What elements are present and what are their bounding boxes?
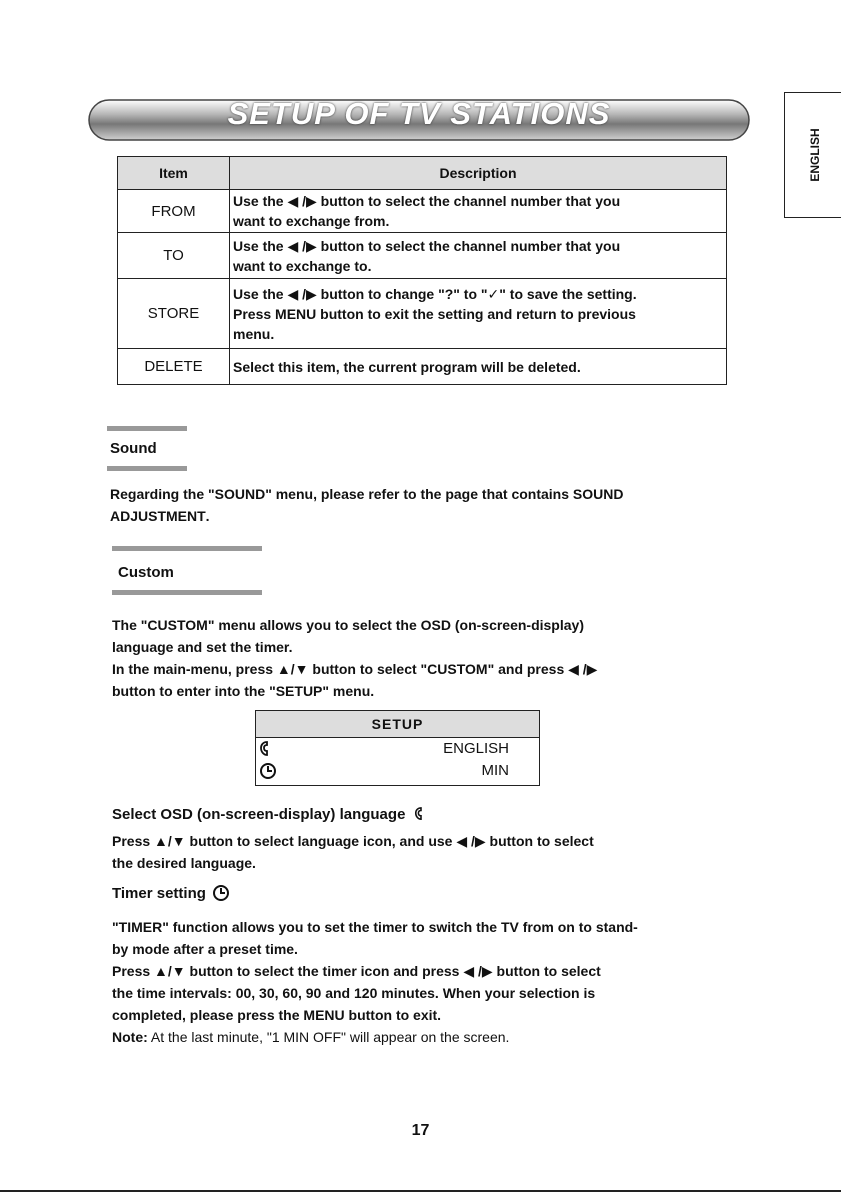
setup-row-language xyxy=(256,738,539,760)
timer-line: completed, please press the MENU button to exit. xyxy=(112,1007,442,1023)
desc-line: Use the ◀ /▶ button to select the channel number that you xyxy=(233,237,621,254)
timer-line: "TIMER" function allows you to set the timer to switch the TV from on to stand- xyxy=(112,919,638,935)
section-divider xyxy=(112,546,262,551)
setup-menu xyxy=(255,710,540,786)
table-cell-desc xyxy=(230,279,727,349)
clock-icon xyxy=(212,884,230,902)
setup-language-value: ENGLISH xyxy=(443,740,509,757)
custom-line: button to enter into the "SETUP" menu. xyxy=(112,683,375,699)
timer-paragraph xyxy=(112,916,752,1048)
page-number: 17 xyxy=(411,1122,430,1139)
timer-line: the time intervals: 00, 30, 60, 90 and 120 minutes. When your selection is xyxy=(112,985,596,1001)
note-label: Note: xyxy=(112,1029,148,1045)
timer-line: Press ▲/▼ button to select the timer icon and press ◀ /▶ button to select xyxy=(112,963,601,979)
setup-timer-value: MIN xyxy=(481,762,509,779)
settings-table xyxy=(117,156,727,385)
table-cell-desc xyxy=(230,233,727,279)
desc-line: want to exchange from. xyxy=(233,213,390,229)
table-cell-desc xyxy=(230,349,727,385)
sound-paragraph xyxy=(110,483,750,527)
timer-note xyxy=(112,1026,752,1048)
side-tab-label: ENGLISH xyxy=(808,128,822,182)
setup-menu-title: SETUP xyxy=(256,711,539,738)
timer-heading xyxy=(112,884,230,902)
osd-paragraph xyxy=(112,830,752,874)
osd-heading xyxy=(112,806,428,823)
table-cell-item: STORE xyxy=(118,279,230,349)
osd-line: Press ▲/▼ button to select language icon, and use ◀ /▶ button to select xyxy=(112,833,594,849)
timer-heading-text: Timer setting xyxy=(112,885,206,902)
custom-heading: Custom xyxy=(118,564,174,581)
table-row xyxy=(118,349,727,385)
setup-row-timer xyxy=(256,760,539,782)
sound-heading: Sound xyxy=(110,440,157,457)
custom-line: language and set the timer. xyxy=(112,639,293,655)
table-header-item: Item xyxy=(118,157,230,190)
sound-ref-bold: ADJUSTMENT xyxy=(110,508,206,524)
osd-line: the desired language. xyxy=(112,855,256,871)
table-row xyxy=(118,279,727,349)
custom-paragraph xyxy=(112,614,752,702)
custom-line: The "CUSTOM" menu allows you to select the OSD (on-screen-display) xyxy=(112,617,584,633)
osd-heading-text: Select OSD (on-screen-display) language xyxy=(112,806,406,823)
desc-line: Use the ◀ /▶ button to change "?" to "✓" to save the setting. xyxy=(233,285,637,302)
desc-line: Select this item, the current program will be deleted. xyxy=(233,358,581,375)
table-cell-item: TO xyxy=(118,233,230,279)
custom-line: In the main-menu, press ▲/▼ button to select "CUSTOM" and press ◀ /▶ xyxy=(112,661,598,677)
table-row xyxy=(118,233,727,279)
language-icon xyxy=(414,806,428,822)
timer-line: by mode after a preset time. xyxy=(112,941,298,957)
table-header-row xyxy=(118,157,727,190)
desc-line: Press MENU button to exit the setting and return to previous xyxy=(233,305,636,322)
note-text: At the last minute, "1 MIN OFF" will appear on the screen. xyxy=(147,1029,510,1045)
section-divider xyxy=(107,466,187,471)
sound-ref-bold: SOUND xyxy=(572,486,624,502)
table-row xyxy=(118,190,727,233)
table-header-description: Description xyxy=(230,157,727,190)
table-cell-item: FROM xyxy=(118,190,230,233)
section-divider xyxy=(107,426,187,431)
table-cell-item: DELETE xyxy=(118,349,230,385)
clock-icon xyxy=(259,762,277,780)
language-icon xyxy=(259,740,275,758)
desc-line: menu. xyxy=(233,325,275,342)
sound-text: . xyxy=(205,508,210,524)
table-cell-desc xyxy=(230,190,727,233)
section-divider xyxy=(112,590,262,595)
desc-line: want to exchange to. xyxy=(233,257,372,274)
sound-text: Regarding the "SOUND" menu, please refer to the page that contains xyxy=(110,486,573,502)
banner-title: SETUP OF TV STATIONS xyxy=(227,96,611,131)
desc-line: Use the ◀ /▶ button to select the channel number that you xyxy=(233,193,621,209)
page-bottom-border xyxy=(0,1190,841,1192)
